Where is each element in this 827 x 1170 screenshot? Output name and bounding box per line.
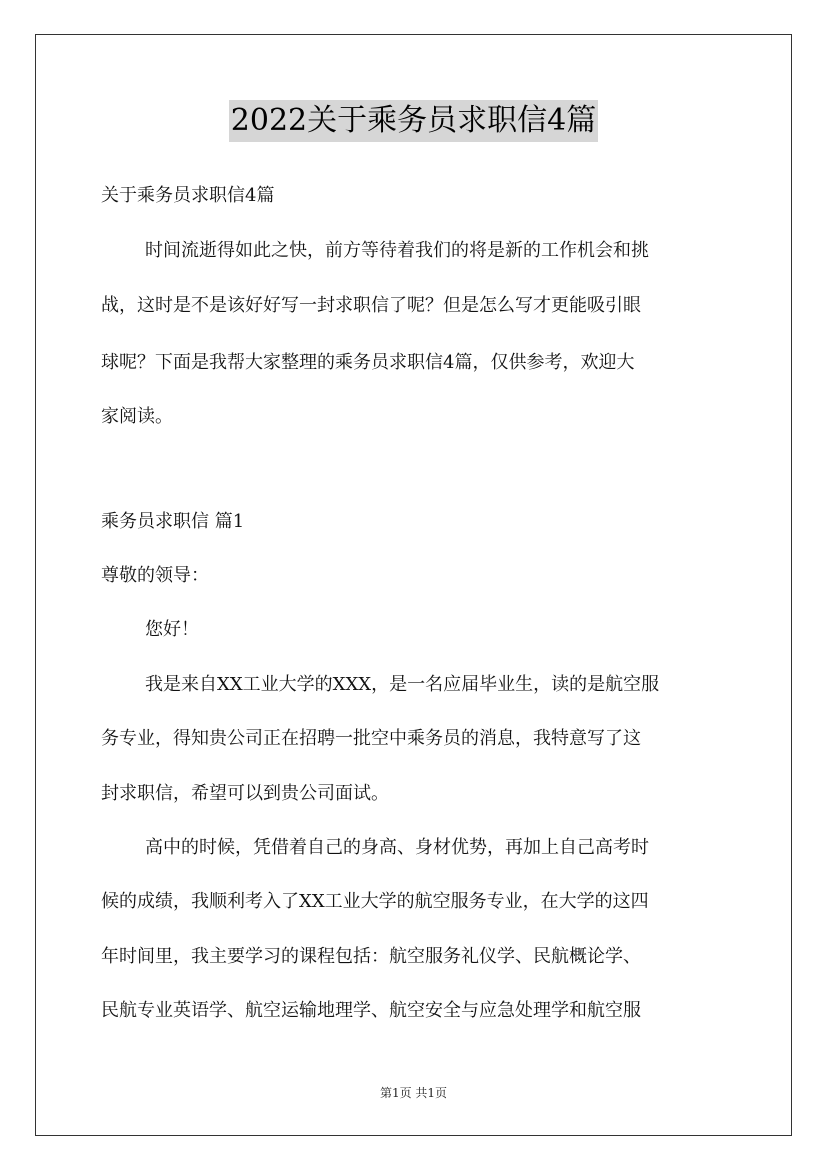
para-line: 高中的时候，凭借着自己的身高、身材优势，再加上自己高考时 [145, 837, 649, 858]
para-line: 务专业，得知贵公司正在招聘一批空中乘务员的消息，我特意写了这 [101, 728, 641, 749]
para-line: 年时间里，我主要学习的课程包括：航空服务礼仪学、民航概论学、 [101, 946, 641, 967]
greeting: 您好！ [145, 619, 199, 640]
intro-line: 球呢？下面是我帮大家整理的乘务员求职信4篇，仅供参考，欢迎大 [101, 352, 635, 373]
intro-line: 战，这时是不是该好好写一封求职信了呢？但是怎么写才更能吸引眼 [101, 295, 641, 316]
page-footer: 第1页 共1页 [379, 1086, 448, 1100]
intro-line: 家阅读。 [101, 406, 173, 427]
salutation: 尊敬的领导： [101, 565, 209, 586]
para-line: 封求职信，希望可以到贵公司面试。 [101, 783, 389, 804]
document-subtitle: 关于乘务员求职信4篇 [101, 185, 275, 206]
document-title: 2022关于乘务员求职信4篇 [229, 100, 598, 142]
para-line: 候的成绩，我顺利考入了XX工业大学的航空服务专业，在大学的这四 [101, 891, 649, 912]
intro-line: 时间流逝得如此之快，前方等待着我们的将是新的工作机会和挑 [145, 240, 649, 261]
para-line: 民航专业英语学、航空运输地理学、航空安全与应急处理学和航空服 [101, 1000, 641, 1021]
para-line: 我是来自XX工业大学的XXX，是一名应届毕业生，读的是航空服 [145, 674, 660, 695]
section-heading: 乘务员求职信 篇1 [101, 511, 245, 532]
